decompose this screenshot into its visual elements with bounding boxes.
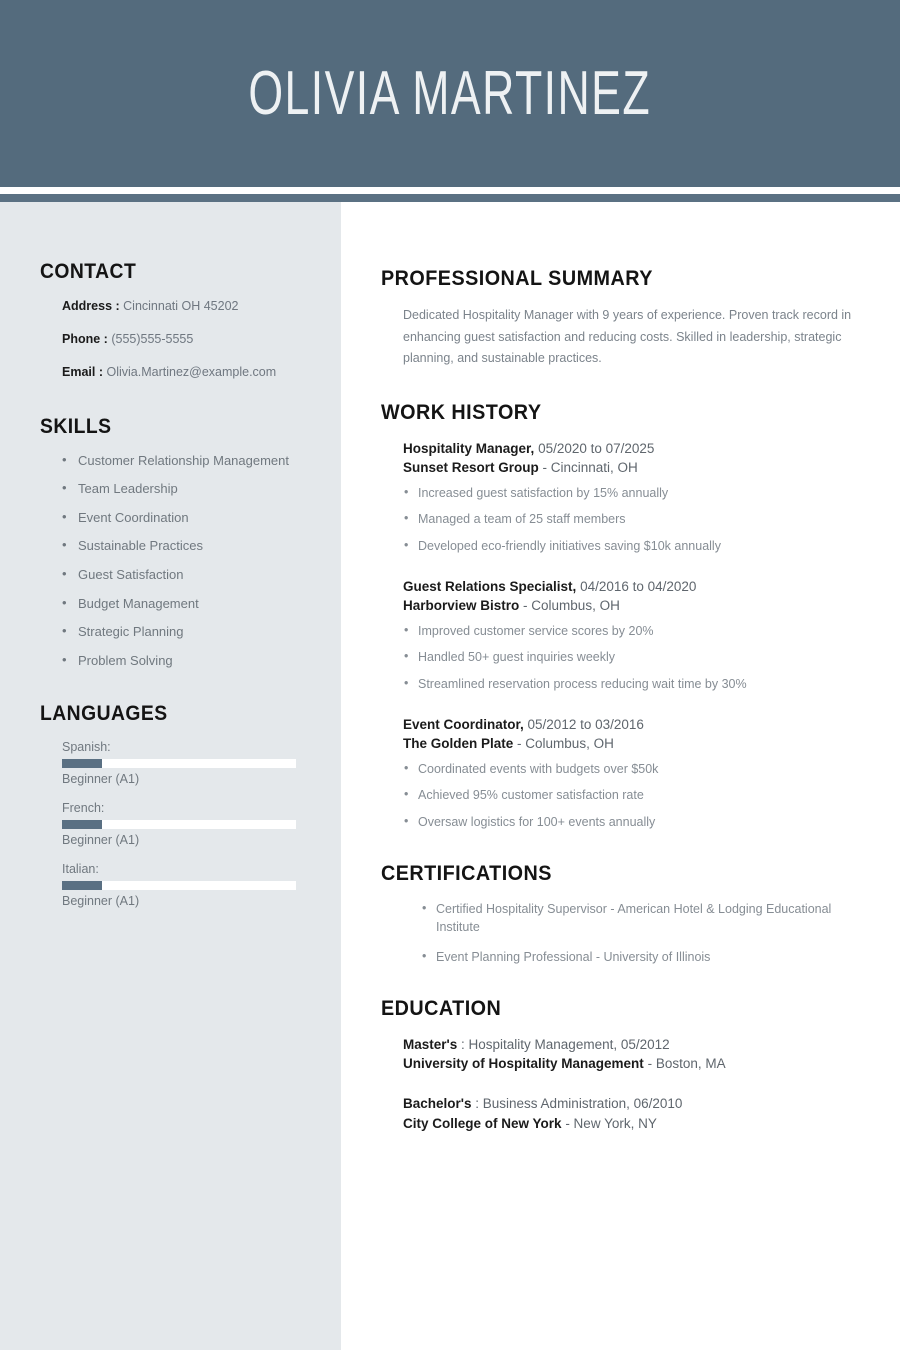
education-school-line: [403, 1054, 880, 1074]
skills-list: [40, 453, 296, 669]
job-entry: [403, 715, 880, 831]
contact-section: [40, 260, 296, 381]
education-school: University of Hospitality Management: [403, 1056, 644, 1072]
language-proficiency-bar: [62, 759, 296, 768]
language-item: [62, 740, 296, 786]
language-proficiency-fill: [62, 820, 102, 829]
education-location: - Boston, MA: [647, 1056, 726, 1072]
list-item: • Streamlined reservation process reducing wait time by 30%: [403, 677, 880, 693]
job-bullets: [403, 486, 880, 555]
job-location: - Columbus, OH: [517, 736, 614, 752]
language-proficiency-fill: [62, 759, 102, 768]
list-item: • Coordinated events with budgets over $50k: [403, 762, 880, 778]
list-item: • Customer Relationship Management: [62, 453, 296, 469]
job-role-line: [403, 715, 880, 735]
job-location: - Columbus, OH: [523, 598, 620, 614]
list-item: • Problem Solving: [62, 653, 296, 669]
job-role-line: [403, 439, 880, 459]
languages-list: [40, 740, 296, 908]
education-entry: [403, 1035, 880, 1074]
list-item: • Certified Hospitality Supervisor - American Hotel & Lodging Educational Institute: [421, 900, 860, 936]
work-history-section: [381, 400, 880, 831]
language-proficiency-bar: [62, 881, 296, 890]
job-location: - Cincinnati, OH: [542, 460, 638, 476]
job-company-line: [403, 596, 880, 616]
education-degree: Master's: [403, 1036, 458, 1052]
certifications-heading: CERTIFICATIONS: [381, 860, 552, 885]
summary-heading: PROFESSIONAL SUMMARY: [381, 266, 653, 290]
contact-value: Olivia.Martinez@example.com: [106, 364, 277, 379]
job-company: Harborview Bistro: [403, 598, 520, 614]
list-item: • Budget Management: [62, 596, 296, 612]
job-bullets: [403, 762, 880, 831]
list-item: • Increased guest satisfaction by 15% annually: [403, 486, 880, 502]
contact-row: [62, 298, 296, 315]
contact-label: Address :: [62, 299, 120, 313]
language-name: Spanish:: [62, 740, 111, 755]
contact-label: Email :: [62, 364, 103, 379]
sidebar: [0, 202, 341, 1350]
skills-heading: SKILLS: [40, 414, 112, 438]
job-company-line: [403, 734, 880, 754]
contact-value: (555)555-5555: [111, 331, 194, 346]
education-heading: EDUCATION: [381, 995, 502, 1020]
education-location: - New York, NY: [565, 1115, 657, 1131]
education-entry: [403, 1094, 880, 1133]
language-proficiency-bar: [62, 820, 296, 829]
list-item: • Developed eco-friendly initiatives saving $10k annually: [403, 539, 880, 555]
list-item: • Team Leadership: [62, 481, 296, 497]
job-role: Event Coordinator,: [403, 716, 524, 732]
education-degree: Bachelor's: [403, 1096, 472, 1111]
education-degree-line: [403, 1035, 880, 1055]
education-degree-line: [403, 1094, 880, 1114]
certifications-section: [381, 861, 880, 966]
list-item: • Improved customer service scores by 20%: [403, 624, 880, 640]
job-company-line: [403, 458, 880, 478]
job-entry: [403, 439, 880, 555]
education-list: [381, 1035, 880, 1133]
education-section: [381, 996, 880, 1133]
education-field: : Hospitality Management, 05/2012: [461, 1036, 670, 1052]
candidate-name: OLIVIA MARTINEZ: [248, 58, 652, 128]
contact-heading: CONTACT: [40, 260, 137, 283]
contact-value: Cincinnati OH 45202: [123, 299, 239, 313]
list-item: • Event Planning Professional - University of Illinois: [421, 948, 860, 966]
job-role: Guest Relations Specialist,: [403, 578, 577, 594]
list-item: • Handled 50+ guest inquiries weekly: [403, 650, 880, 666]
job-dates: 05/2020 to 07/2025: [538, 440, 655, 456]
languages-section: [40, 702, 296, 908]
list-item: • Sustainable Practices: [62, 538, 296, 554]
contact-row: [62, 364, 296, 381]
main-content: [341, 218, 900, 1350]
list-item: • Managed a team of 25 staff members: [403, 512, 880, 528]
job-entry: [403, 577, 880, 693]
work-history-heading: WORK HISTORY: [381, 399, 542, 424]
header-accent-rule: [0, 194, 900, 202]
list-item: • Oversaw logistics for 100+ events annually: [403, 815, 880, 831]
language-name: Italian:: [62, 862, 99, 877]
job-role: Hospitality Manager,: [403, 440, 535, 456]
language-level: Beginner (A1): [62, 833, 140, 848]
list-item: • Achieved 95% customer satisfaction rate: [403, 788, 880, 804]
language-name: French:: [62, 801, 105, 816]
contact-label: Phone :: [62, 331, 108, 346]
job-list: [381, 439, 880, 831]
header-banner: [0, 0, 900, 187]
certifications-list: [381, 900, 880, 966]
job-company: Sunset Resort Group: [403, 460, 539, 476]
language-proficiency-fill: [62, 881, 102, 890]
education-school-line: [403, 1114, 880, 1134]
professional-summary-section: [381, 266, 880, 370]
language-level: Beginner (A1): [62, 894, 140, 909]
job-dates: 05/2012 to 03/2016: [527, 716, 644, 732]
languages-heading: LANGUAGES: [40, 702, 168, 726]
list-item: • Event Coordination: [62, 510, 296, 526]
job-role-line: [403, 577, 880, 597]
education-school: City College of New York: [403, 1115, 562, 1131]
summary-text: Dedicated Hospitality Manager with 9 years of experience. Proven track record in enhancing guest satisfaction and reducing costs. Skilled in leadership, strategic planning, and sustainable practices.: [403, 308, 852, 365]
education-field: : Business Administration, 06/2010: [475, 1096, 683, 1111]
contact-row: [62, 331, 296, 348]
language-level: Beginner (A1): [62, 772, 140, 787]
list-item: • Guest Satisfaction: [62, 567, 296, 583]
language-item: [62, 801, 296, 847]
language-item: [62, 862, 296, 908]
job-dates: 04/2016 to 04/2020: [580, 578, 697, 594]
contact-list: [40, 298, 296, 381]
skills-section: [40, 415, 296, 669]
header-gap: [0, 187, 900, 194]
list-item: • Strategic Planning: [62, 624, 296, 640]
job-bullets: [403, 624, 880, 693]
job-company: The Golden Plate: [403, 736, 514, 752]
